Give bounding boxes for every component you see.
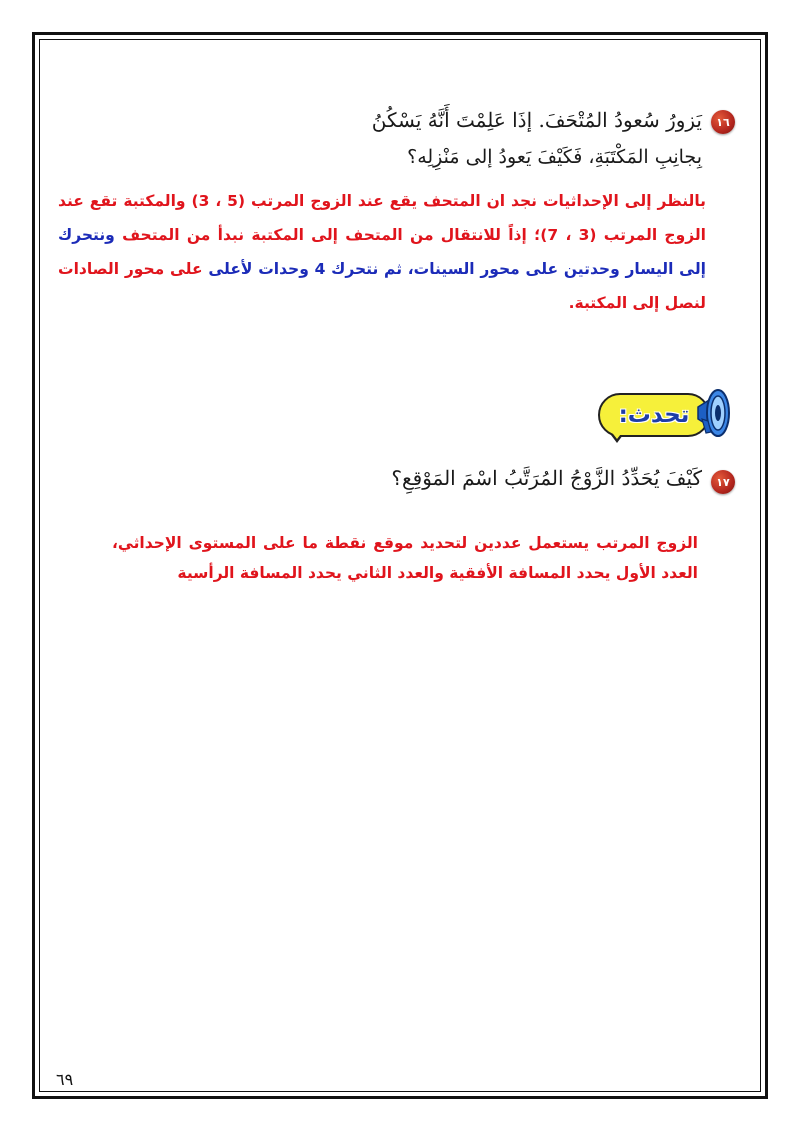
page-number: ٦٩ (56, 1070, 74, 1089)
megaphone-icon (694, 385, 736, 441)
talk-label: تحدث: (618, 402, 690, 428)
question-16-badge (711, 110, 735, 134)
question-16-number: ١٦ (716, 115, 730, 129)
answer-16-blue-part: ونتحرك إلى اليسار وحدتين على محور السينات، ثم نتحرك 4 وحدات لأعلى (58, 226, 706, 278)
question-17-number: ١٧ (716, 475, 730, 489)
answer-16-red-part-2: على محور الصادات لنصل إلى المكتبة. (58, 260, 706, 312)
question-17-line-1: كَيْفَ يُحَدِّدُ الزَّوْجُ المُرَتَّبُ اسْمَ المَوْقِعِ؟ (391, 466, 702, 490)
answer-17: الزوج المرتب يستعمل عددين لتحديد موقع نقطة ما على المستوى الإحداثي، العدد الأول يحدد المسافة الأفقية والعدد الثاني يحدد المسافة الرأسية (112, 534, 698, 582)
answer-16-red-part-1: بالنظر إلى الإحداثيات نجد ان المتحف يقع عند الزوج المرتب (5 ، 3) والمكتبة تقع عند الزوج المرتب (3 ، 7)؛ إذاً للانتقال من المتحف إلى المكتبة نبدأ من المتحف (58, 192, 707, 244)
talk-section (594, 383, 736, 445)
question-16-line-1: يَزورُ سُعودُ المُتْحَفَ. إذَا عَلِمْتَ أَنَّهُ يَسْكُنُ (371, 108, 702, 132)
question-16-line-2: بِجانِبِ المَكْتَبَةِ، فَكَيْفَ يَعودُ إلى مَنْزِلِه؟ (407, 146, 702, 168)
question-17-badge (711, 470, 735, 494)
answer-16 (58, 184, 706, 320)
